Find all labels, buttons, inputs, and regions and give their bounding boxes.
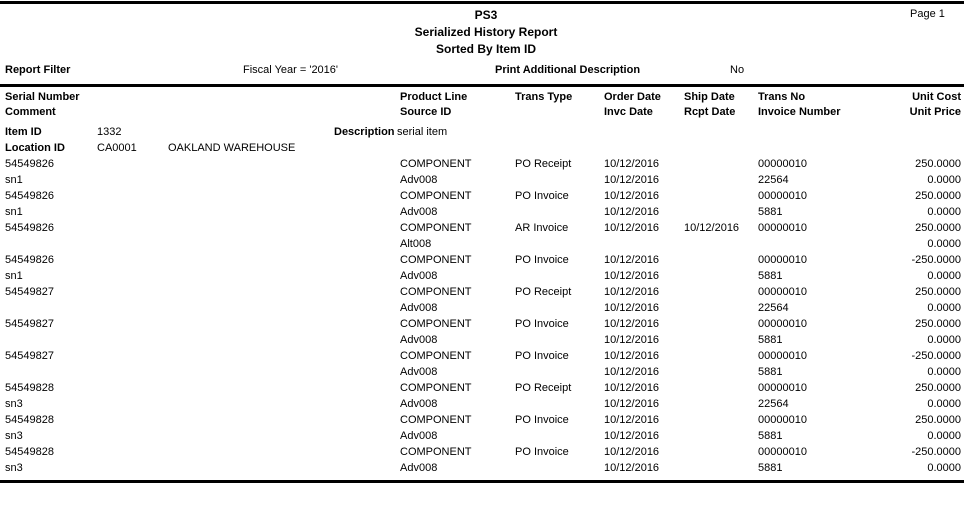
col-product-line: Product Line <box>400 91 468 103</box>
report-filter-label: Report Filter <box>5 64 71 76</box>
print-additional-description-value: No <box>730 64 745 76</box>
invc-date-cell: 10/12/2016 <box>604 462 660 474</box>
order-date-cell: 10/12/2016 <box>604 286 660 298</box>
invoice-number-cell: 22564 <box>758 398 789 410</box>
trans-no-cell: 00000010 <box>758 318 807 330</box>
top-rule <box>0 1 964 4</box>
unit-price-cell: 0.0000 <box>927 398 961 410</box>
comment-cell: sn3 <box>5 430 23 442</box>
report-title: PS3 <box>474 8 498 22</box>
order-date-cell: 10/12/2016 <box>604 254 660 266</box>
product-line-cell: COMPONENT <box>400 190 472 202</box>
source-id-cell: Adv008 <box>400 430 438 442</box>
source-id-cell: Adv008 <box>400 462 438 474</box>
rows <box>0 157 972 477</box>
invc-date-cell: 10/12/2016 <box>604 366 660 378</box>
invoice-number-cell: 5881 <box>758 430 783 442</box>
unit-price-cell: 0.0000 <box>927 462 961 474</box>
item-id-value: 1332 <box>97 126 122 138</box>
product-line-cell: COMPONENT <box>400 222 472 234</box>
order-date-cell: 10/12/2016 <box>604 446 660 458</box>
unit-cost-cell: -250.0000 <box>911 350 961 362</box>
source-id-cell: Adv008 <box>400 270 438 282</box>
col-invc-date: Invc Date <box>604 106 653 118</box>
invc-date-cell: 10/12/2016 <box>604 302 660 314</box>
serial-number-cell: 54549828 <box>5 446 54 458</box>
table-row <box>0 221 972 253</box>
unit-price-cell: 0.0000 <box>927 206 961 218</box>
col-trans-type: Trans Type <box>515 91 573 103</box>
serial-number-cell: 54549826 <box>5 254 54 266</box>
unit-cost-cell: 250.0000 <box>915 286 961 298</box>
trans-type-cell: PO Invoice <box>515 318 569 330</box>
col-comment: Comment <box>5 106 56 118</box>
trans-type-cell: AR Invoice <box>515 222 569 234</box>
unit-cost-cell: 250.0000 <box>915 414 961 426</box>
unit-price-cell: 0.0000 <box>927 270 961 282</box>
unit-cost-cell: 250.0000 <box>915 190 961 202</box>
invoice-number-cell: 22564 <box>758 174 789 186</box>
comment-cell: sn1 <box>5 206 23 218</box>
invc-date-cell: 10/12/2016 <box>604 430 660 442</box>
col-order-date: Order Date <box>604 91 661 103</box>
trans-no-cell: 00000010 <box>758 350 807 362</box>
location-id-value: CA0001 <box>97 142 137 154</box>
order-date-cell: 10/12/2016 <box>604 318 660 330</box>
trans-type-cell: PO Invoice <box>515 414 569 426</box>
report-filter-value: Fiscal Year = '2016' <box>243 64 339 76</box>
trans-no-cell: 00000010 <box>758 158 807 170</box>
trans-no-cell: 00000010 <box>758 382 807 394</box>
comment-cell: sn3 <box>5 398 23 410</box>
source-id-cell: Adv008 <box>400 206 438 218</box>
invoice-number-cell: 22564 <box>758 302 789 314</box>
description-value: serial item <box>397 126 448 138</box>
product-line-cell: COMPONENT <box>400 254 472 266</box>
invoice-number-cell: 5881 <box>758 270 783 282</box>
trans-no-cell: 00000010 <box>758 286 807 298</box>
serial-number-cell: 54549827 <box>5 350 54 362</box>
table-row <box>0 381 972 413</box>
trans-no-cell: 00000010 <box>758 446 807 458</box>
table-row <box>0 285 972 317</box>
order-date-cell: 10/12/2016 <box>604 350 660 362</box>
order-date-cell: 10/12/2016 <box>604 414 660 426</box>
serial-number-cell: 54549827 <box>5 286 54 298</box>
comment-cell: sn3 <box>5 462 23 474</box>
col-unit-price: Unit Price <box>909 106 961 118</box>
trans-type-cell: PO Invoice <box>515 254 569 266</box>
print-additional-description-label: Print Additional Description <box>495 64 641 76</box>
bottom-rule <box>0 480 964 483</box>
location-name: OAKLAND WAREHOUSE <box>168 142 296 154</box>
table-row <box>0 413 972 445</box>
unit-price-cell: 0.0000 <box>927 238 961 250</box>
order-date-cell: 10/12/2016 <box>604 158 660 170</box>
unit-cost-cell: 250.0000 <box>915 158 961 170</box>
unit-price-cell: 0.0000 <box>927 366 961 378</box>
trans-no-cell: 00000010 <box>758 222 807 234</box>
serial-number-cell: 54549826 <box>5 190 54 202</box>
trans-type-cell: PO Receipt <box>515 158 572 170</box>
serial-number-cell: 54549828 <box>5 414 54 426</box>
order-date-cell: 10/12/2016 <box>604 222 660 234</box>
col-rcpt-date: Rcpt Date <box>684 106 736 118</box>
serial-number-cell: 54549826 <box>5 222 54 234</box>
header-rule <box>0 84 964 87</box>
invc-date-cell: 10/12/2016 <box>604 206 660 218</box>
trans-type-cell: PO Invoice <box>515 190 569 202</box>
table-row <box>0 157 972 189</box>
order-date-cell: 10/12/2016 <box>604 190 660 202</box>
unit-price-cell: 0.0000 <box>927 430 961 442</box>
unit-cost-cell: 250.0000 <box>915 222 961 234</box>
page-number: Page 1 <box>910 8 945 20</box>
trans-type-cell: PO Invoice <box>515 446 569 458</box>
product-line-cell: COMPONENT <box>400 158 472 170</box>
invc-date-cell: 10/12/2016 <box>604 398 660 410</box>
unit-price-cell: 0.0000 <box>927 174 961 186</box>
description-label: Description <box>334 126 395 138</box>
invoice-number-cell: 5881 <box>758 366 783 378</box>
invc-date-cell: 10/12/2016 <box>604 334 660 346</box>
trans-type-cell: PO Receipt <box>515 382 572 394</box>
invoice-number-cell: 5881 <box>758 206 783 218</box>
product-line-cell: COMPONENT <box>400 414 472 426</box>
unit-cost-cell: -250.0000 <box>911 254 961 266</box>
source-id-cell: Adv008 <box>400 174 438 186</box>
source-id-cell: Adv008 <box>400 398 438 410</box>
unit-price-cell: 0.0000 <box>927 334 961 346</box>
product-line-cell: COMPONENT <box>400 350 472 362</box>
invoice-number-cell: 5881 <box>758 462 783 474</box>
trans-type-cell: PO Invoice <box>515 350 569 362</box>
col-trans-no: Trans No <box>758 91 806 103</box>
trans-no-cell: 00000010 <box>758 190 807 202</box>
col-serial-number: Serial Number <box>5 91 80 103</box>
source-id-cell: Alt008 <box>400 238 432 250</box>
invoice-number-cell: 5881 <box>758 334 783 346</box>
report-sort-order: Sorted By Item ID <box>435 42 537 56</box>
trans-no-cell: 00000010 <box>758 254 807 266</box>
table-row <box>0 253 972 285</box>
product-line-cell: COMPONENT <box>400 318 472 330</box>
table-row <box>0 317 972 349</box>
unit-cost-cell: 250.0000 <box>915 382 961 394</box>
location-id-label: Location ID <box>5 142 65 154</box>
product-line-cell: COMPONENT <box>400 446 472 458</box>
trans-no-cell: 00000010 <box>758 414 807 426</box>
source-id-cell: Adv008 <box>400 366 438 378</box>
item-id-label: Item ID <box>5 126 42 138</box>
invc-date-cell: 10/12/2016 <box>604 270 660 282</box>
order-date-cell: 10/12/2016 <box>604 382 660 394</box>
ship-date-cell: 10/12/2016 <box>684 222 740 234</box>
unit-cost-cell: 250.0000 <box>915 318 961 330</box>
col-source-id: Source ID <box>400 106 452 118</box>
table-row <box>0 349 972 381</box>
comment-cell: sn1 <box>5 174 23 186</box>
serial-number-cell: 54549828 <box>5 382 54 394</box>
col-invoice-number: Invoice Number <box>758 106 841 118</box>
comment-cell: sn1 <box>5 270 23 282</box>
table-row <box>0 189 972 221</box>
unit-cost-cell: -250.0000 <box>911 446 961 458</box>
report-subtitle: Serialized History Report <box>414 25 558 39</box>
source-id-cell: Adv008 <box>400 334 438 346</box>
col-ship-date: Ship Date <box>684 91 735 103</box>
product-line-cell: COMPONENT <box>400 286 472 298</box>
source-id-cell: Adv008 <box>400 302 438 314</box>
invc-date-cell: 10/12/2016 <box>604 174 660 186</box>
col-unit-cost: Unit Cost <box>912 91 961 103</box>
table-row <box>0 445 972 477</box>
serial-number-cell: 54549827 <box>5 318 54 330</box>
trans-type-cell: PO Receipt <box>515 286 572 298</box>
unit-price-cell: 0.0000 <box>927 302 961 314</box>
serial-number-cell: 54549826 <box>5 158 54 170</box>
product-line-cell: COMPONENT <box>400 382 472 394</box>
